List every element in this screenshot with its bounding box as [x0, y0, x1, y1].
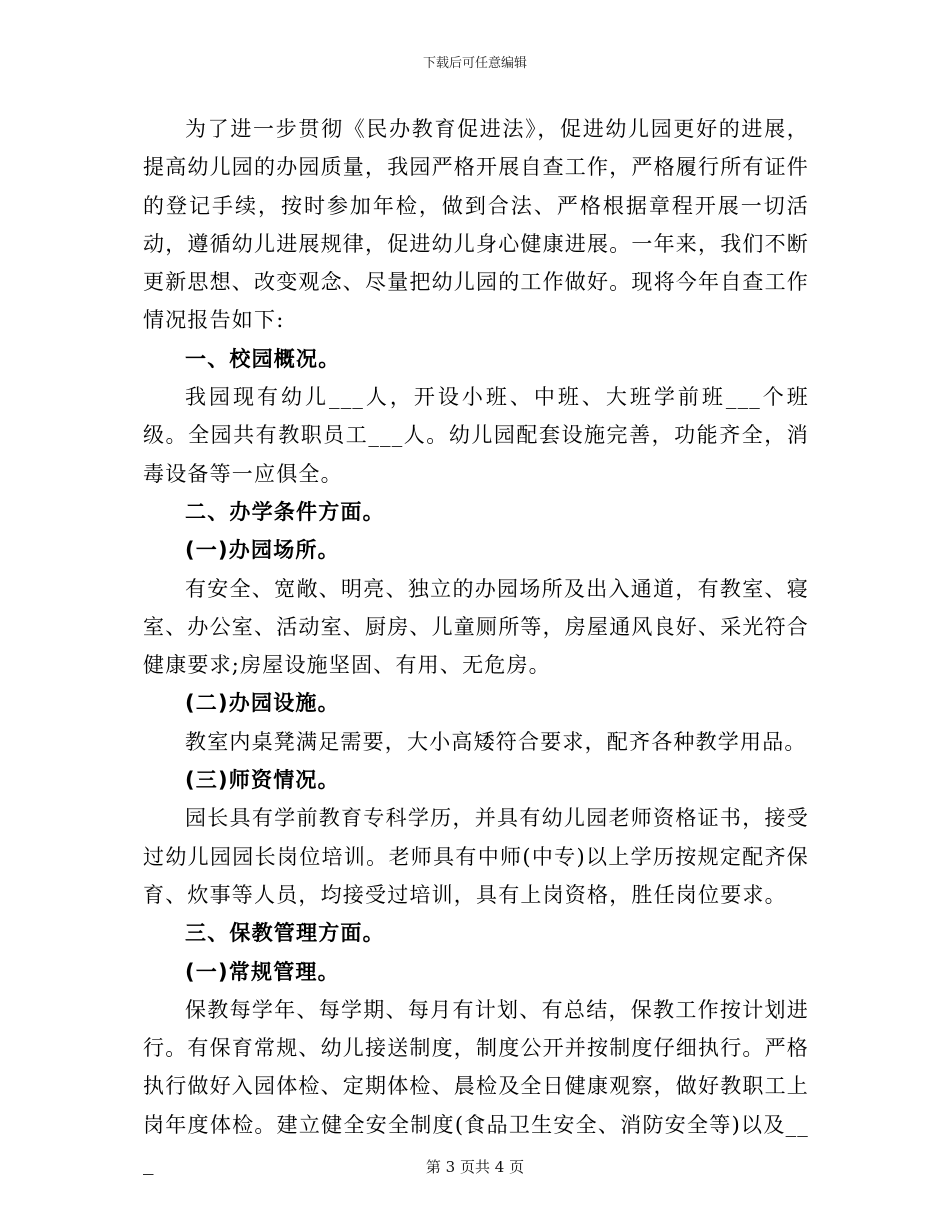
subheading-premises: (一)办园场所。 — [185, 538, 340, 563]
section-heading-care-education-management: 三、保教管理方面。 — [185, 921, 385, 946]
section-heading-campus-overview: 一、校园概况。 — [185, 346, 341, 371]
intro-paragraph: 为了进一步贯彻《民办教育促进法》，促进幼儿园更好的进展，提高幼儿园的办园质量，我园严格开展自查工作，严格履行所有证件的登记手续，按时参加年检，做到合法、严格根据章程开展一切活动，遵循幼儿进展规律，促进幼儿身心健康进展。一年来，我们不断更新思想、改变观念、尽量把幼儿园的工作做好。现将今年自查工作情况报告如下: — [143, 117, 809, 333]
routine-management-paragraph: 保教每学年、每学期、每月有计划、有总结，保教工作按计划进行。有保育常规、幼儿接送制度，制度公开并按制度仔细执行。严格执行做好入园体检、定期体检、晨检及全日健康观察，做好教职工上岗年度体检。建立健全安全制度(食品卫生安全、消防安全等)以及___ — [143, 997, 809, 1176]
document-body — [143, 110, 809, 1182]
subheading-facilities: (二)办园设施。 — [185, 691, 340, 716]
page-number-footer: 第 3 页共 4 页 — [425, 1158, 525, 1176]
facilities-paragraph: 教室内桌凳满足需要，大小高矮符合要求，配齐各种教学用品。 — [185, 729, 807, 754]
premises-paragraph: 有安全、宽敞、明亮、独立的办园场所及出入通道，有教室、寝室、办公室、活动室、厨房、儿童厕所等，房屋通风良好、采光符合健康要求;房屋设施坚固、有用、无危房。 — [143, 576, 809, 678]
staffing-paragraph: 园长具有学前教育专科学历，并具有幼儿园老师资格证书，接受过幼儿园园长岗位培训。老师具有中师(中专)以上学历按规定配齐保育、炊事等人员，均接受过培训，具有上岗资格，胜任岗位要求。 — [143, 806, 809, 907]
section-heading-school-conditions: 二、办学条件方面。 — [185, 499, 385, 524]
subheading-staffing: (三)师资情况。 — [185, 768, 340, 793]
subheading-routine-management: (一)常规管理。 — [185, 959, 340, 984]
campus-overview-paragraph: 我园现有幼儿___人，开设小班、中班、大班学前班___个班级。全园共有教职员工___人。幼儿园配套设施完善，功能齐全，消毒设备等一应俱全。 — [143, 385, 809, 486]
page-header-note: 下载后可任意编辑 — [422, 56, 527, 71]
